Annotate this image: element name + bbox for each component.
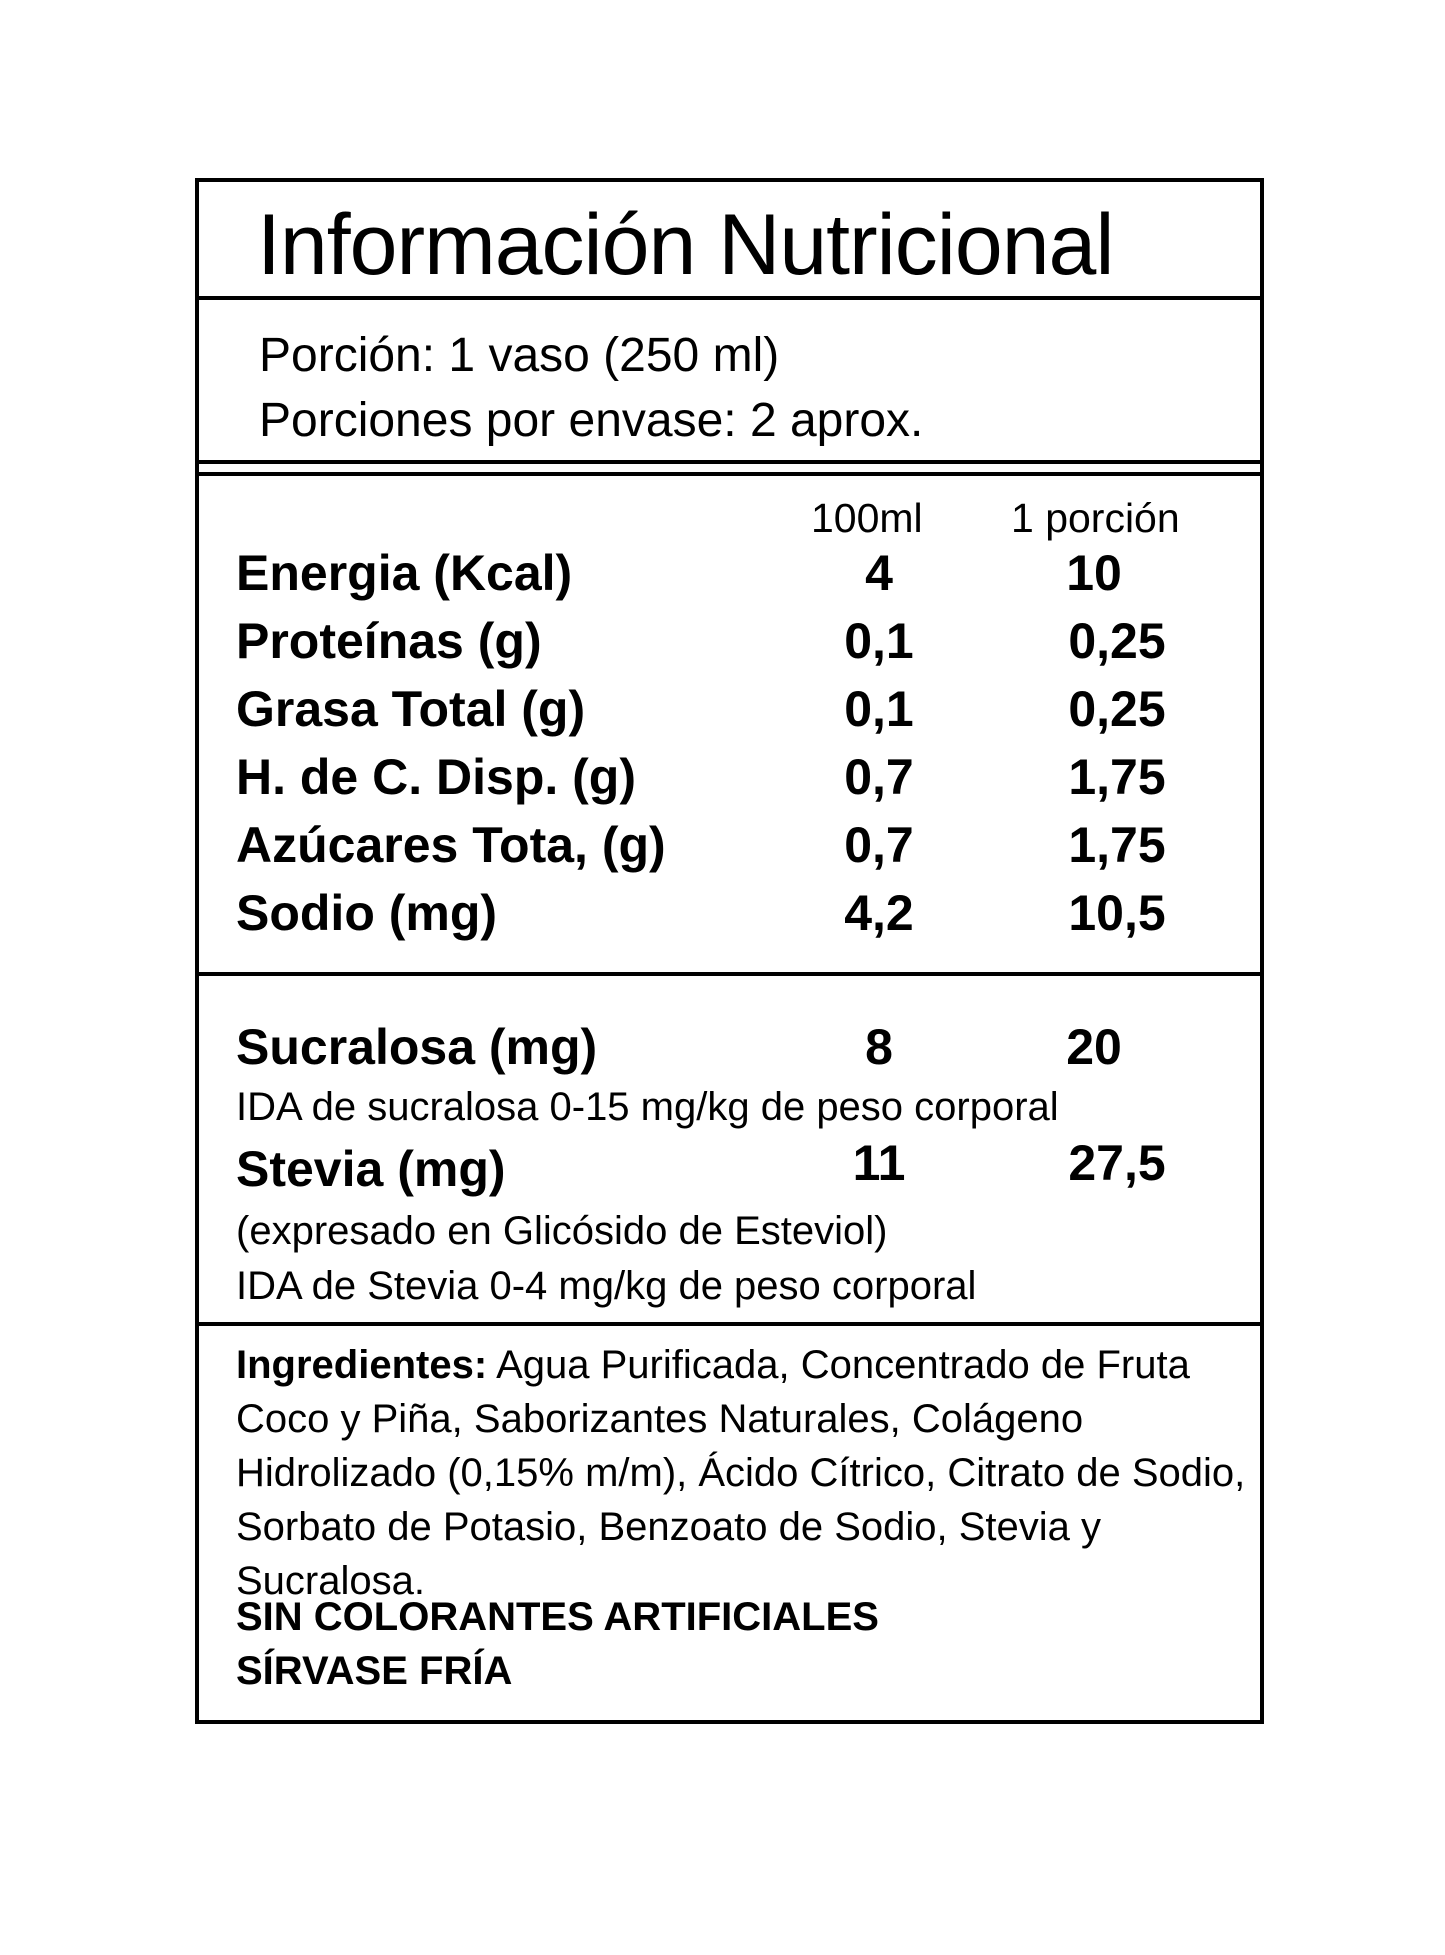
- nutrition-label: [195, 178, 1264, 1724]
- nutrient-portion: 1,75: [1068, 817, 1166, 873]
- ingredients-paragraph: [236, 1338, 1256, 1608]
- servings-per-package: Porciones por envase: 2 aprox.: [259, 394, 924, 447]
- ingredients-label: Ingredientes:: [236, 1343, 488, 1387]
- nutrient-portion: 0,25: [1068, 681, 1166, 737]
- nutrient-per100: 0,1: [844, 613, 914, 669]
- nutrient-name: Azúcares Tota, (g): [236, 817, 666, 873]
- stevia-name: Stevia (mg): [236, 1141, 506, 1197]
- column-header-portion: 1 porción: [1011, 495, 1180, 541]
- stevia-note-expressed: (expresado en Glicósido de Esteviol): [236, 1209, 888, 1253]
- divider-serving-top: [199, 460, 1260, 464]
- nutrient-per100: 4,2: [844, 885, 914, 941]
- divider-title: [199, 296, 1260, 300]
- nutrient-portion: 1,75: [1068, 749, 1166, 805]
- divider-nutrients: [199, 972, 1260, 976]
- serving-portion: Porción: 1 vaso (250 ml): [259, 329, 780, 382]
- sucralose-note: IDA de sucralosa 0-15 mg/kg de peso corporal: [236, 1085, 1059, 1129]
- sucralose-portion: 20: [1066, 1019, 1122, 1075]
- stevia-portion: 27,5: [1068, 1135, 1166, 1191]
- column-header-100ml: 100ml: [811, 495, 923, 541]
- ingredients-text: Agua Purificada, Concentrado de Fruta Coco y Piña, Saborizantes Naturales, Colágeno Hidrolizado (0,15% m/m), Ácido Cítrico, Citrato de Sodio, Sorbato de Potasio, Benzoato de Sodio, Stevia y Sucralosa.: [236, 1343, 1246, 1603]
- notice-no-colorants: SIN COLORANTES ARTIFICIALES: [236, 1595, 879, 1639]
- nutrient-name: Energia (Kcal): [236, 545, 573, 601]
- nutrient-portion: 10,5: [1068, 885, 1166, 941]
- divider-sweeteners: [199, 1322, 1260, 1326]
- nutrient-per100: 4: [865, 545, 893, 601]
- nutrient-name: Grasa Total (g): [236, 681, 586, 737]
- sucralose-per100: 8: [865, 1019, 893, 1075]
- stevia-note-ida: IDA de Stevia 0-4 mg/kg de peso corporal: [236, 1264, 977, 1308]
- label-title: Información Nutricional: [257, 197, 1114, 293]
- sucralose-name: Sucralosa (mg): [236, 1019, 598, 1075]
- nutrient-portion: 0,25: [1068, 613, 1166, 669]
- nutrient-name: Sodio (mg): [236, 885, 498, 941]
- notice-serve-cold: SÍRVASE FRÍA: [236, 1649, 513, 1693]
- stevia-per100: 11: [852, 1135, 906, 1191]
- nutrient-name: H. de C. Disp. (g): [236, 749, 636, 805]
- nutrient-portion: 10: [1066, 545, 1122, 601]
- nutrient-per100: 0,1: [844, 681, 914, 737]
- nutrient-name: Proteínas (g): [236, 613, 542, 669]
- divider-serving-bottom: [199, 472, 1260, 476]
- nutrient-per100: 0,7: [844, 817, 914, 873]
- nutrient-per100: 0,7: [844, 749, 914, 805]
